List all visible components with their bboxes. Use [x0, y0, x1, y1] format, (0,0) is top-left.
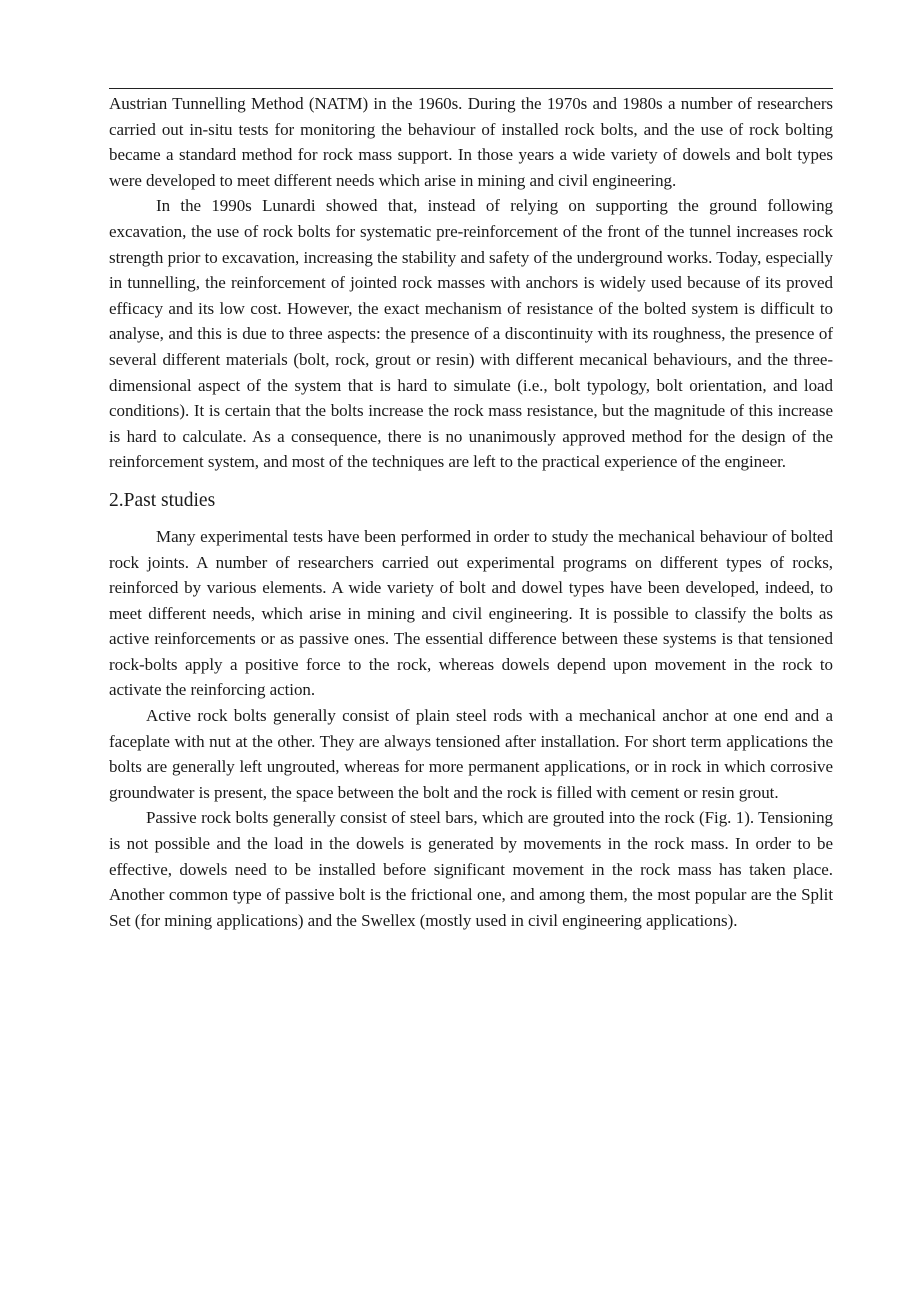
page-body — [109, 88, 833, 933]
section-heading-past-studies: 2.Past studies — [109, 489, 216, 511]
paragraph-passive-rock-bolts: Passive rock bolts generally consist of steel bars, which are grouted into the rock (Fig. 1). Tensioning is not possible and the load in the dowels is generated by movements in the rock mass. In order to be effective, dowels need to be installed before significant movement in the rock mass has taken place. Another common type of passive bolt is the frictional one, and among them, the most popular are the Split Set (for mining applications) and the Swellex (mostly used in civil engineering applications). — [109, 808, 833, 930]
header-rule — [109, 88, 833, 89]
paragraph-lunardi: In the 1990s Lunardi showed that, instead of relying on supporting the ground following excavation, the use of rock bolts for systematic pre-reinforcement of the front of the tunnel increases rock strength prior to excavation, increasing the stability and safety of the underground works. Today, especially in tunnelling, the reinforcement of jointed rock masses with anchors is widely used because of its proved efficacy and its low cost. However, the exact mechanism of resistance of the bolted system is difficult to analyse, and this is due to three aspects: the presence of a discontinuity with its roughness, the presence of several different materials (bolt, rock, grout or resin) with different mecanical behaviours, and the three-dimensional aspect of the system that is hard to simulate (i.e., bolt typology, bolt orientation, and load conditions). It is certain that the bolts increase the rock mass resistance, but the magnitude of this increase is hard to calculate. As a consequence, there is no unanimously approved method for the design of the reinforcement system, and most of the techniques are left to the practical experience of the engineer. — [109, 196, 833, 472]
paragraph-active-rock-bolts: Active rock bolts generally consist of plain steel rods with a mechanical anchor at one end and a faceplate with nut at the other. They are always tensioned after installation. For short term applications the bolts are generally left ungrouted, whereas for more permanent applications, or in rock in which corrosive groundwater is present, the space between the bolt and the rock is filled with cement or resin grout. — [109, 706, 833, 802]
paragraph-natm-continuation: Austrian Tunnelling Method (NATM) in the 1960s. During the 1970s and 1980s a number of researchers carried out in-situ tests for monitoring the behaviour of installed rock bolts, and the use of rock bolting became a standard method for rock mass support. In those years a wide variety of dowels and bolt types were developed to meet different needs which arise in mining and civil engineering. — [109, 94, 833, 190]
paragraph-experimental-tests: Many experimental tests have been performed in order to study the mechanical behaviour of bolted rock joints. A number of researchers carried out experimental programs on different types of rocks, reinforced by various elements. A wide variety of bolt and dowel types have been developed, indeed, to meet different needs, which arise in mining and civil engineering. It is possible to classify the bolts as active reinforcements or as passive ones. The essential difference between these systems is that tensioned rock-bolts apply a positive force to the rock, whereas dowels depend upon movement in the rock to activate the reinforcing action. — [109, 526, 833, 700]
